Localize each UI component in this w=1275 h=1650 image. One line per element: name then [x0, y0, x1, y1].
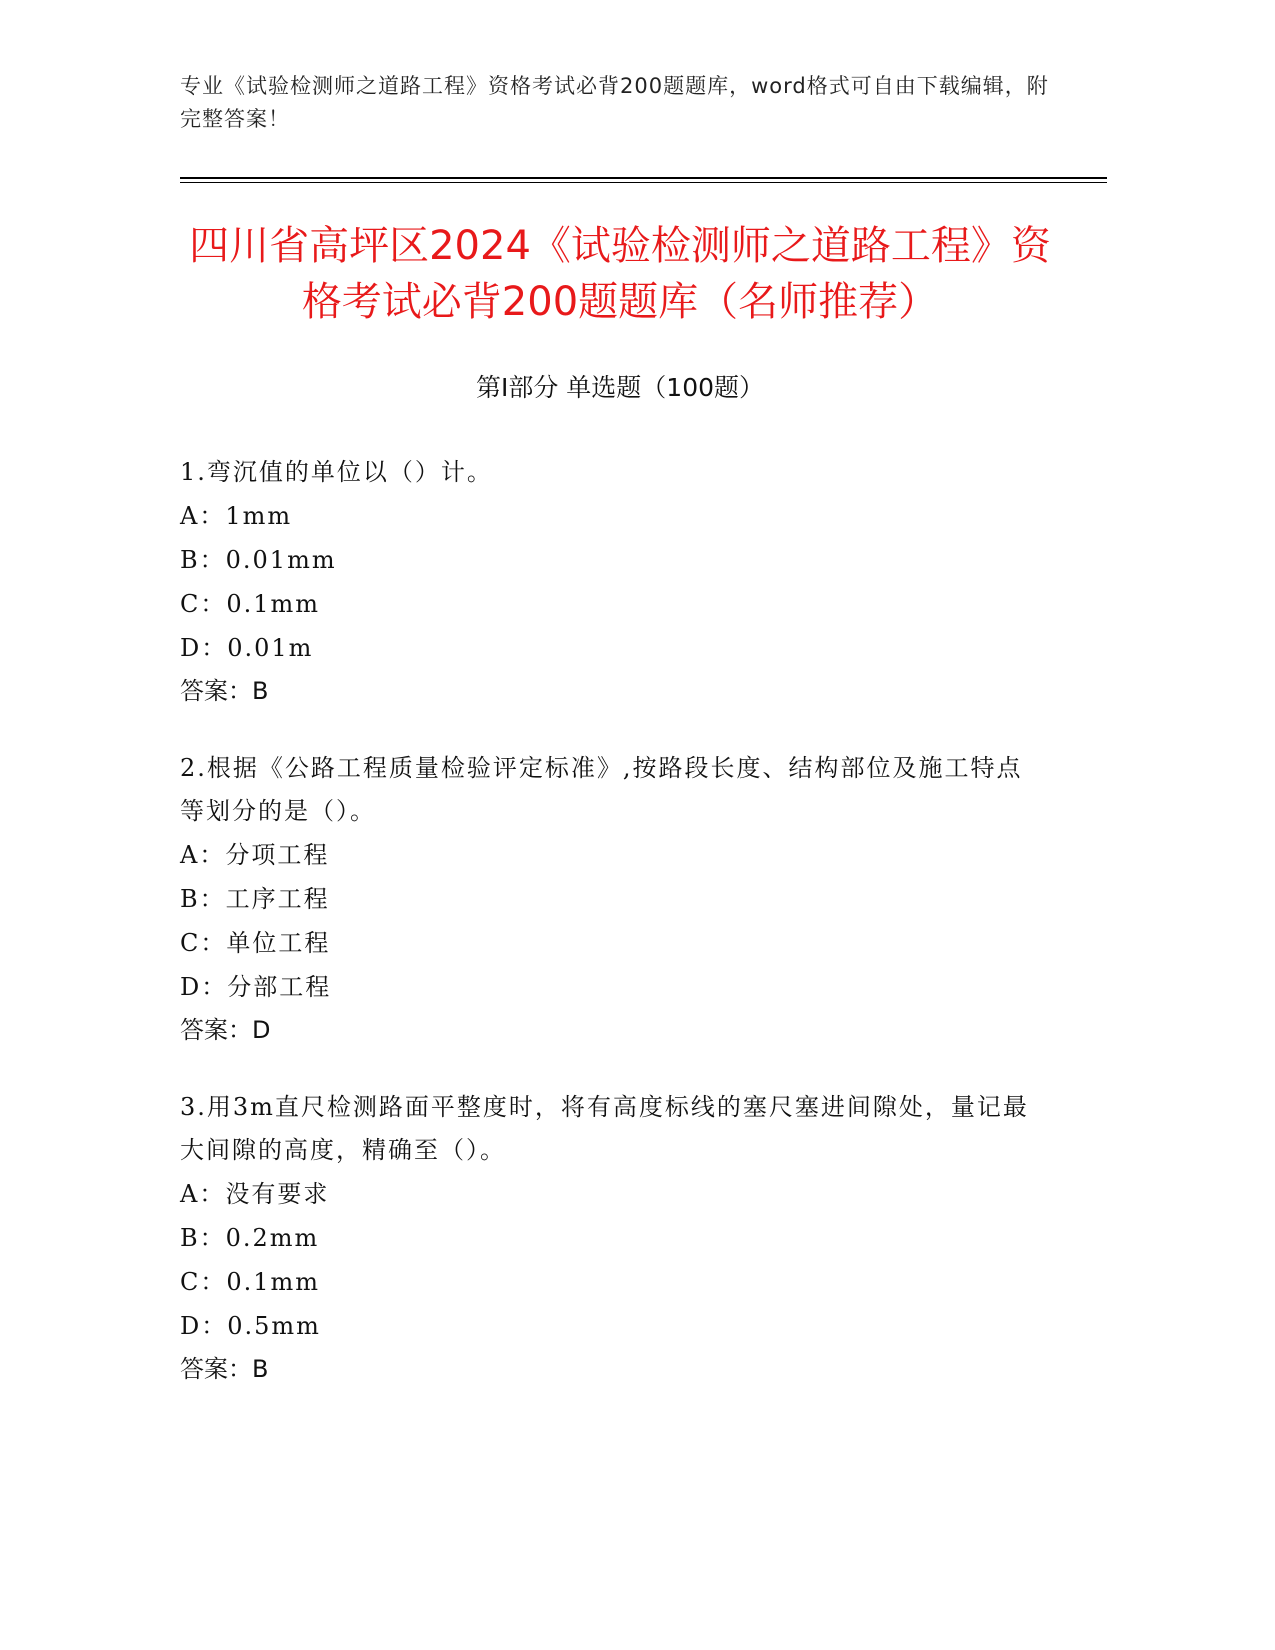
option-c: C：0.1mm [180, 1268, 321, 1296]
question-list [180, 451, 1040, 1425]
option-c: C：0.1mm [180, 590, 321, 618]
header-divider-thick [180, 177, 1107, 179]
question-3 [180, 1086, 1040, 1390]
question-stem: 3.用3m直尺检测路面平整度时，将有高度标线的塞尺塞进间隙处，量记最大间隙的高度，精确至（）。 [180, 1093, 1029, 1164]
question-1 [180, 451, 1040, 712]
option-b: B：0.2mm [180, 1224, 320, 1252]
option-a: A：没有要求 [180, 1180, 330, 1208]
option-a: A：分项工程 [180, 841, 330, 869]
option-a: A：1mm [180, 502, 293, 530]
answer-line: 答案：D [180, 1016, 271, 1044]
option-d: D：0.01m [180, 634, 314, 662]
option-d: D：0.5mm [180, 1312, 321, 1340]
section-heading: 第Ⅰ部分 单选题（100题） [475, 373, 765, 402]
answer-line: 答案：B [180, 677, 269, 705]
answer-line: 答案：B [180, 1355, 269, 1383]
option-d: D：分部工程 [180, 973, 332, 1001]
document-title: 四川省高坪区2024《试验检测师之道路工程》资格考试必背200题题库（名师推荐） [189, 223, 1051, 325]
header-divider-thin [180, 182, 1107, 183]
option-b: B：0.01mm [180, 546, 337, 574]
question-stem: 2.根据《公路工程质量检验评定标准》,按路段长度、结构部位及施工特点等划分的是（）。 [180, 754, 1023, 825]
option-c: C：单位工程 [180, 929, 331, 957]
header-note: 专业《试验检测师之道路工程》资格考试必背200题题库，word格式可自由下载编辑，附完整答案！ [180, 74, 1049, 131]
question-stem: 1.弯沉值的单位以（）计。 [180, 458, 493, 486]
option-b: B：工序工程 [180, 885, 330, 913]
question-2 [180, 747, 1040, 1051]
